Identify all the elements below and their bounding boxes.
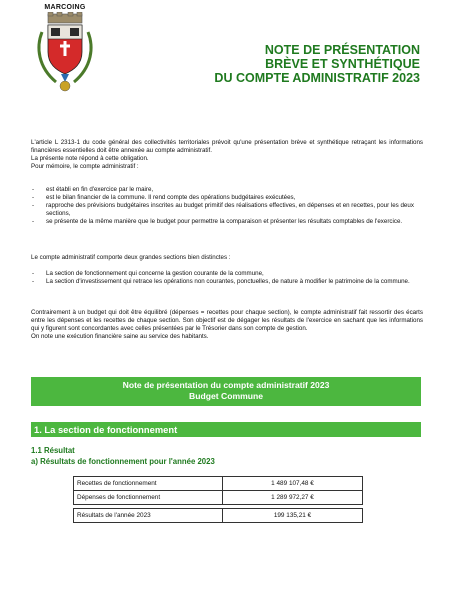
table-cell-label: Résultats de l'année 2023 <box>74 509 223 523</box>
municipal-crest <box>30 4 100 94</box>
intro-paragraph <box>31 139 423 171</box>
table-row <box>74 477 363 491</box>
bullet-icon: - <box>32 194 35 202</box>
sections-list <box>31 270 423 286</box>
closing-paragraph <box>31 309 423 341</box>
table-row <box>74 491 363 505</box>
list-item: - rapproche des prévisions budgétaires inscrites au budget primitif des réalisations effectives, en dépenses et en recettes, pour les deux sections, <box>32 202 414 218</box>
closing-text-1: Contrairement à un budget qui doit être équilibré (dépenses = recettes pour chaque section), le compte administratif fait ressortir des écarts entre les dépenses et les recettes de chaque section. Son objectif est de dégager les résultats de l'exercice en sachant que les informations qui y figurent sont concordantes avec celles présentées par le Trésorier dans son compte de gestion. <box>31 309 423 333</box>
table-cell-label: Recettes de fonctionnement <box>74 477 223 491</box>
section-banner <box>31 377 421 406</box>
bullet-icon: - <box>32 218 35 226</box>
title-line-3: DU COMPTE ADMINISTRATIF 2023 <box>214 71 420 85</box>
table-cell-value: 1 289 972,27 € <box>223 491 363 505</box>
intro-text-2: La présente note répond à cette obligation. <box>31 155 149 163</box>
list-item: - La section de fonctionnement qui concerne la gestion courante de la commune, <box>32 270 264 277</box>
banner-line-2: Budget Commune <box>189 391 263 401</box>
results-table <box>73 476 363 523</box>
title-line-1: NOTE DE PRÉSENTATION <box>264 43 420 57</box>
coat-of-arms-icon <box>34 12 96 94</box>
table-cell-label: Dépenses de fonctionnement <box>74 491 223 505</box>
table-cell-value: 1 489 107,48 € <box>223 477 363 491</box>
bullet-icon: - <box>32 270 35 277</box>
banner-line-1: Note de présentation du compte administratif 2023 <box>122 380 330 390</box>
intro-text-1: L'article L 2313-1 du code général des collectivités territoriales prévoit qu'une présentation brève et synthétique retraçant les informations financières essentielles doit être annexée au compte administratif. <box>31 139 423 155</box>
intro-text-3: Pour mémoire, le compte administratif : <box>31 163 139 171</box>
table-row <box>74 509 363 523</box>
subsection-heading: 1.1 Résultat <box>31 446 75 455</box>
list-item: - La section d'investissement qui retrace les opérations non courantes, ponctuelles, de nature à modifier le patrimoine de la commune. <box>32 278 410 286</box>
list-item: - se présente de la même manière que le budget pour permettre la comparaison et présenter les résultats comptables de l'exercice. <box>32 218 403 226</box>
bullet-icon: - <box>32 202 35 210</box>
table-cell-value: 199 135,21 € <box>223 509 363 523</box>
ca-definition-list <box>31 186 423 226</box>
list-item: - est établi en fin d'exercice par le maire, <box>32 186 154 193</box>
sections-intro: Le compte administratif comporte deux grandes sections bien distinctes : <box>31 254 231 261</box>
closing-text-2: On note une exécution financière saine au service des habitants. <box>31 333 209 341</box>
document-title <box>214 43 420 85</box>
section-heading: 1. La section de fonctionnement <box>31 422 421 437</box>
bullet-icon: - <box>32 186 35 193</box>
crest-town-name: MARCOING <box>44 4 86 11</box>
title-line-2: BRÈVE ET SYNTHÉTIQUE <box>265 57 420 71</box>
list-item: - est le bilan financier de la commune. Il rend compte des opérations budgétaires exécutées, <box>32 194 296 202</box>
subsubsection-heading: a) Résultats de fonctionnement pour l'année 2023 <box>31 457 215 466</box>
bullet-icon: - <box>32 278 35 286</box>
